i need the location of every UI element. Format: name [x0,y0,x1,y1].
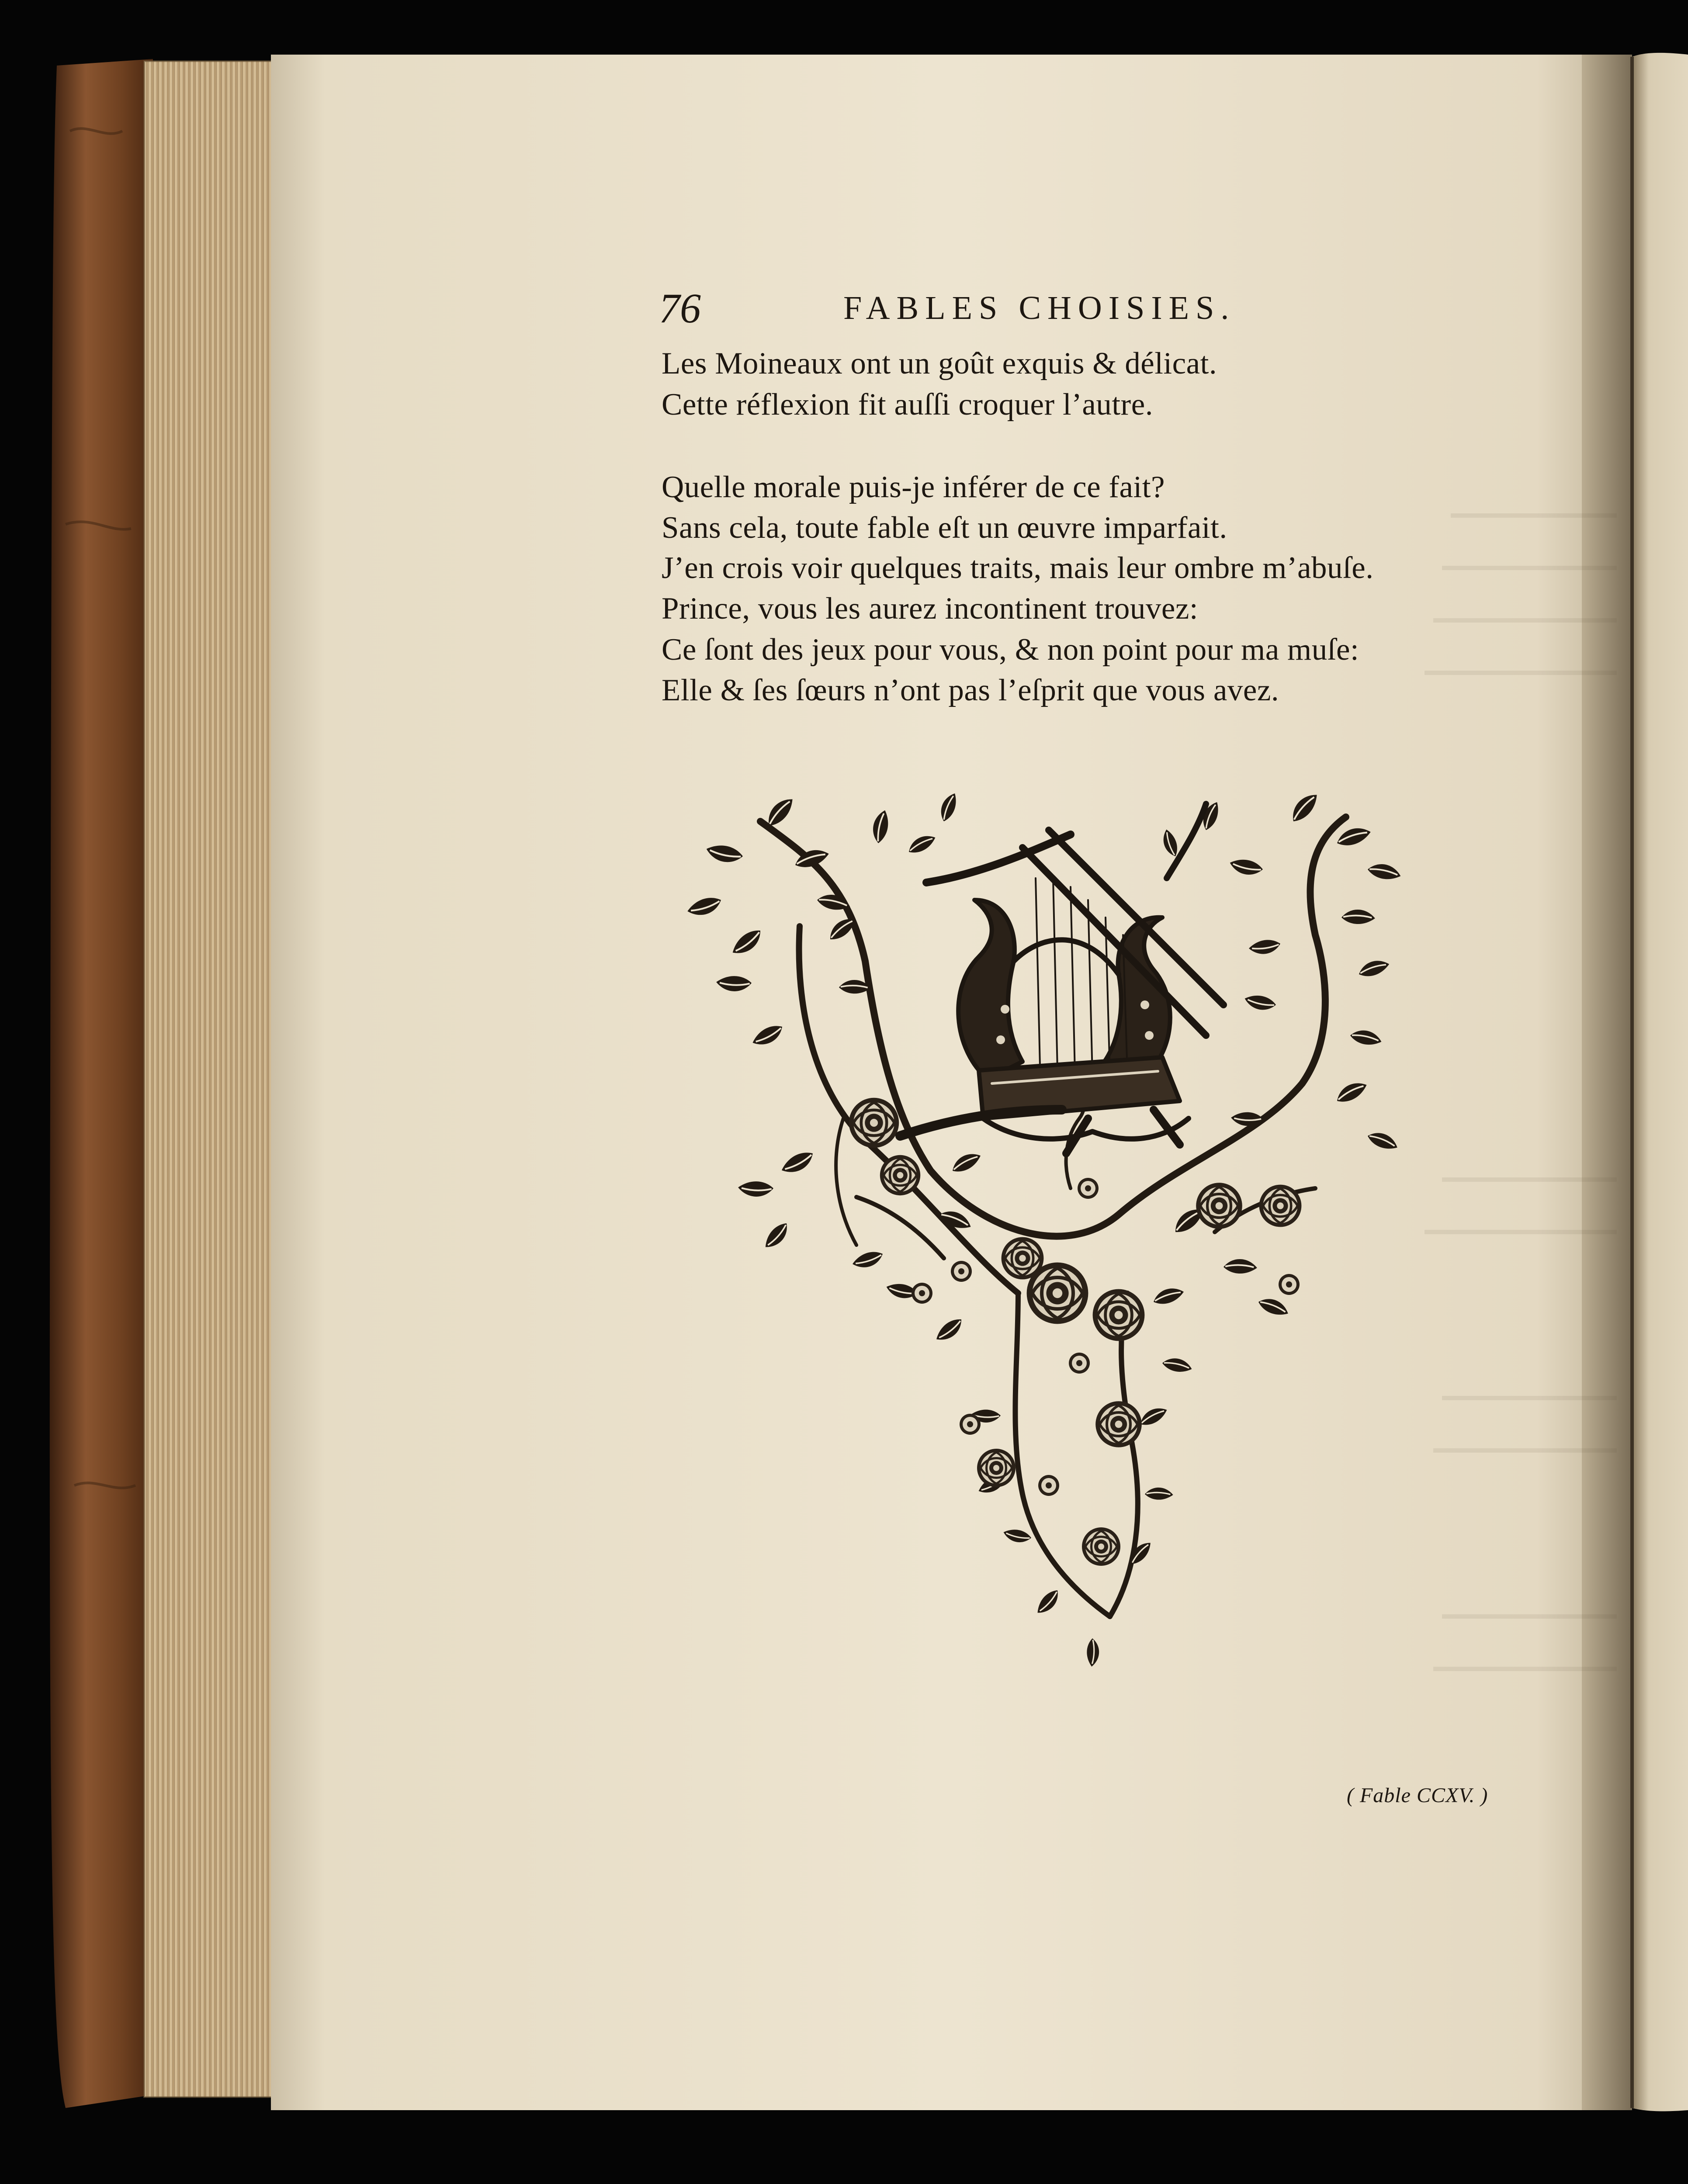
page-edges [144,61,275,2097]
verse-line: Quelle morale puis-je inférer de ce fait? [662,470,1165,504]
verse-line: Cette réflexion fit auſſi croquer l’autre. [662,388,1153,422]
running-head: FABLES CHOISIES. [843,290,1236,326]
fable-reference: ( Fable CCXV. ) [1347,1784,1488,1807]
leather-binding [50,59,153,2108]
verse-line: Prince, vous les aurez incontinent trouvez: [662,592,1199,626]
verse-line: Ce ſont des jeux pour vous, & non point pour ma muſe: [662,633,1359,667]
page-number: 76 [659,285,701,332]
verse-line: Les Moineaux ont un goût exquis & délicat. [662,346,1217,381]
verse-line: Elle & ſes ſœurs n’ont pas l’eſprit que vous avez. [662,673,1279,707]
verse-line: J’en crois voir quelques traits, mais leur ombre m’abuſe. [662,551,1374,585]
verse-line: Sans cela, toute fable eſt un œuvre imparfait. [662,511,1227,545]
facing-page-edge [1632,53,1688,2111]
